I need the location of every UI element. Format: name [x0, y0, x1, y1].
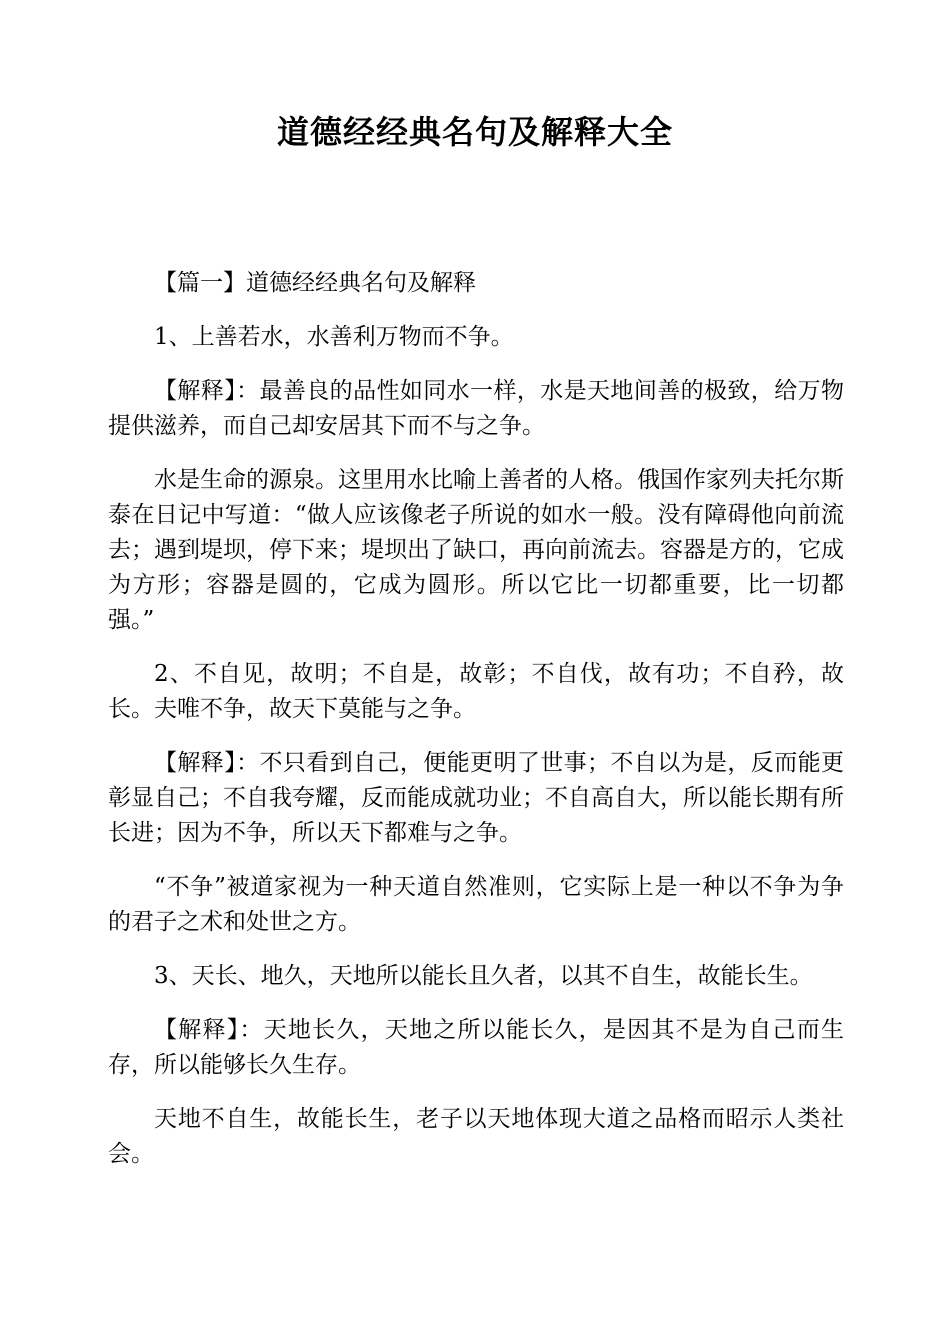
- document-body: [108, 266, 844, 1191]
- commentary-paragraph: “不争”被道家视为一种天道自然准则，它实际上是一种以不争为争的君子之术和处世之方。: [108, 874, 844, 935]
- explanation-paragraph: 【解释】：最善良的品性如同水一样，水是天地间善的极致，给万物提供滋养，而自己却安居其下而不与之争。: [108, 378, 844, 439]
- quote-paragraph: 2、不自见，故明；不自是，故彰；不自伐，故有功；不自矜，故长。夫唯不争，故天下莫能与之争。: [108, 661, 844, 722]
- page-title: 道德经经典名句及解释大全: [276, 113, 673, 151]
- explanation-paragraph: 【解释】：天地长久，天地之所以能长久，是因其不是为自己而生存，所以能够长久生存。: [108, 1017, 844, 1078]
- commentary-paragraph: 天地不自生，故能长生，老子以天地体现大道之品格而昭示人类社会。: [108, 1106, 844, 1167]
- quote-paragraph: 1、上善若水，水善利万物而不争。: [154, 324, 514, 350]
- commentary-paragraph: 水是生命的源泉。这里用水比喻上善者的人格。俄国作家列夫托尔斯泰在日记中写道：“做人应该像老子所说的如水一般。没有障碍他向前流去；遇到堤坝，停下来；堤坝出了缺口，再向前流去。容器是方的，它成为方形；容器是圆的，它成为圆形。所以它比一切都重要，比一切都强。”: [108, 467, 844, 633]
- quote-paragraph: 3、天长、地久，天地所以能长且久者，以其不自生，故能长生。: [154, 963, 813, 989]
- section-heading: 【篇一】道德经经典名句及解释: [154, 270, 476, 296]
- explanation-paragraph: 【解释】：不只看到自己，便能更明了世事；不自以为是，反而能更彰显自己；不自我夸耀，反而能成就功业；不自高自大，所以能长期有所长进；因为不争，所以天下都难与之争。: [108, 750, 844, 846]
